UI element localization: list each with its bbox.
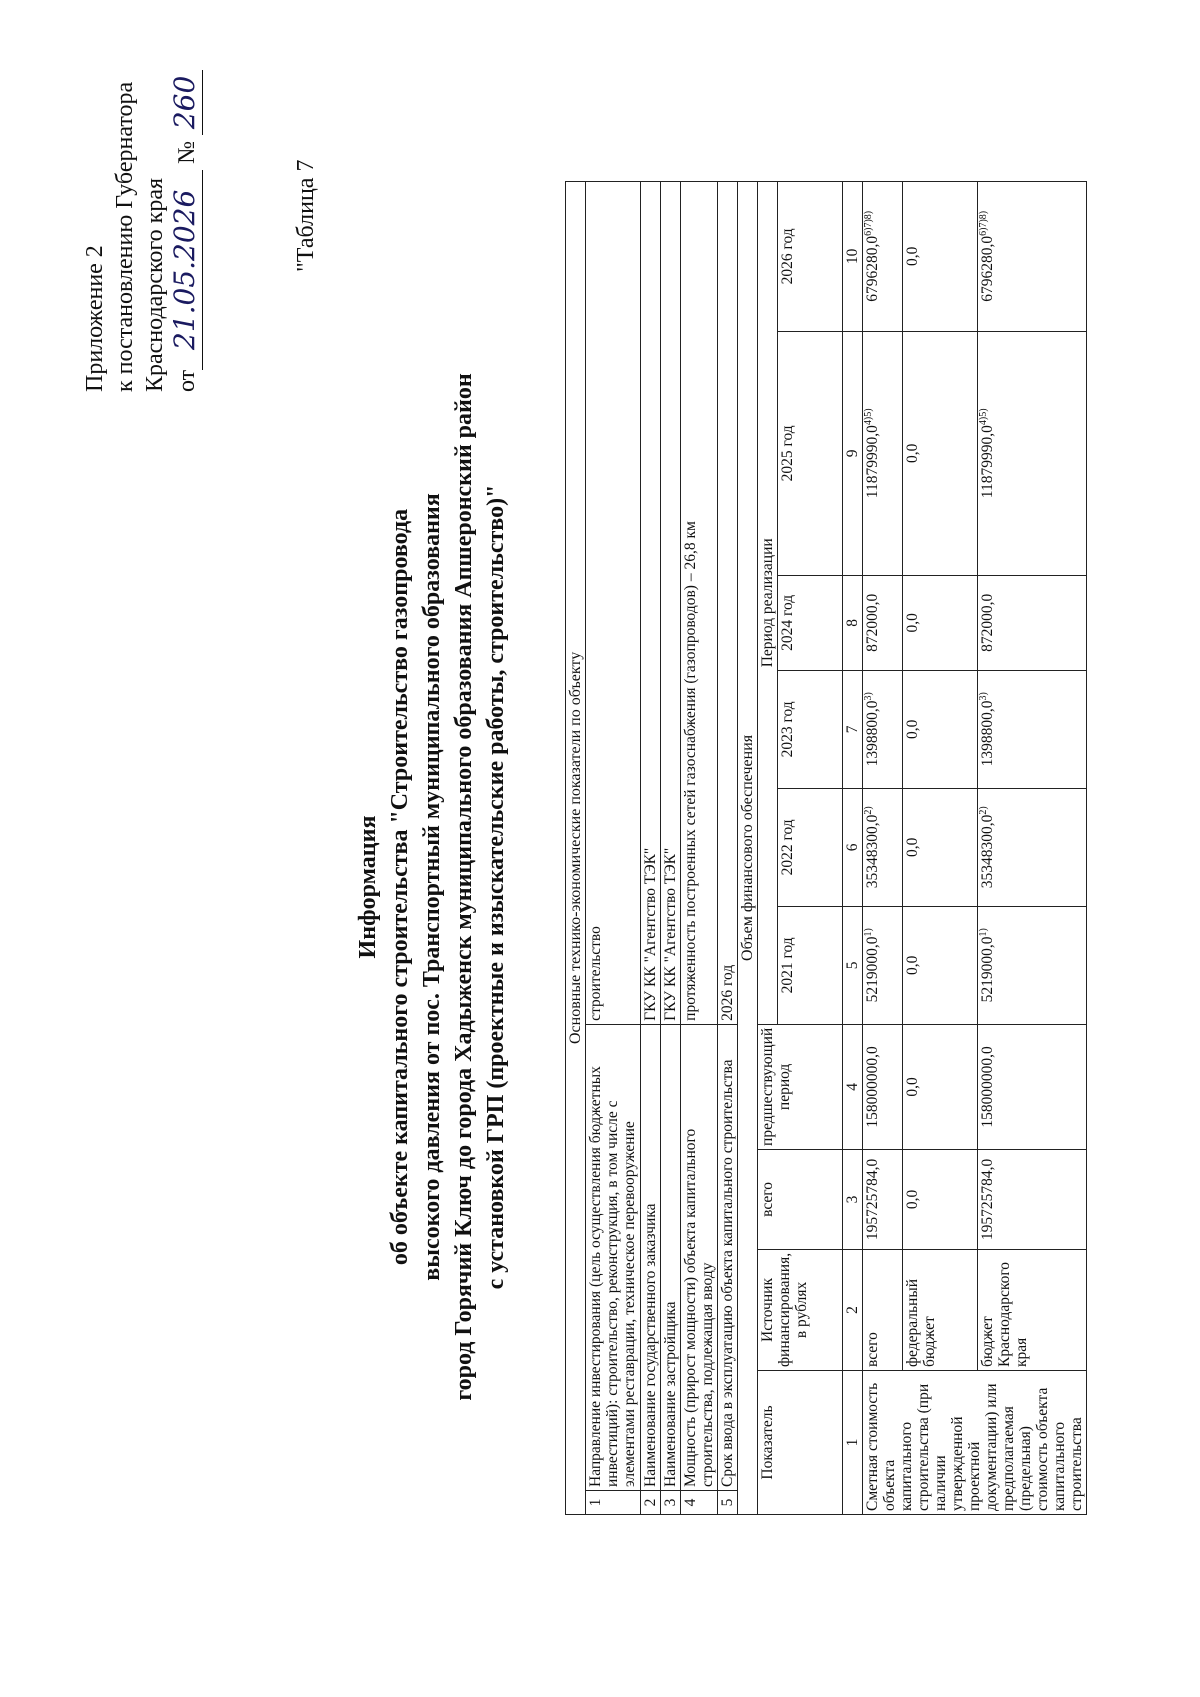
title-line: высокого давления от пос. Транспортный муниципального образования (419, 493, 445, 1281)
year-header: 2023 год (778, 670, 843, 788)
tech-row-number: 3 (661, 1491, 681, 1515)
number-prefix: № (174, 140, 200, 164)
year-value-cell: 0,0 (903, 788, 978, 906)
col-previous-header: предшествующий период (758, 1024, 843, 1149)
tech-row-value: протяженность построенных сетей газоснабжения (газопроводов) – 26,8 км (681, 181, 718, 1024)
finance-row (978, 181, 1087, 1514)
document-title (352, 257, 512, 1517)
year-header: 2025 год (778, 331, 843, 575)
year-value-cell: 5219000,0$^{1)}$ (978, 906, 1087, 1024)
year-value-cell: 0,0 (903, 906, 978, 1024)
tech-row-number: 2 (641, 1491, 661, 1515)
table-label: "Таблица 7 (293, 159, 319, 272)
source-cell: бюджет Краснодарского края (978, 1249, 1087, 1370)
year-value-cell: 1398800,0$^{3)}$ (863, 670, 903, 788)
date-prefix: от (174, 369, 200, 392)
column-number: 2 (843, 1249, 863, 1370)
total-cell: 195725784,0 (978, 1149, 1087, 1249)
year-value-cell: 872000,0 (978, 575, 1087, 670)
total-cell: 0,0 (903, 1149, 978, 1249)
year-value-cell: 0,0 (903, 670, 978, 788)
tech-row-number: 1 (586, 1491, 641, 1515)
finance-row (863, 181, 903, 1514)
year-header: 2024 год (778, 575, 843, 670)
year-value-cell: 0,0 (903, 181, 978, 331)
object-info-table (565, 181, 1087, 1515)
appendix-line: Приложение 2 (82, 245, 108, 392)
year-header: 2022 год (778, 788, 843, 906)
year-value-cell: 35348300,0$^{2)}$ (978, 788, 1087, 906)
tech-row (586, 181, 641, 1514)
year-value-cell: 0,0 (903, 575, 978, 670)
column-number: 8 (843, 575, 863, 670)
tech-row-value: 2026 год (718, 181, 738, 1024)
col-total-header: всего (758, 1149, 843, 1249)
source-cell: федеральный бюджет (903, 1249, 978, 1370)
appendix-line: к постановлению Губернатора (112, 81, 138, 392)
column-number: 5 (843, 906, 863, 1024)
column-number: 7 (843, 670, 863, 788)
year-value-cell: $11879990,0^{4)5)}$ (978, 331, 1087, 575)
total-cell: 195725784,0 (863, 1149, 903, 1249)
year-value-cell: 5219000,0$^{1)}$ (863, 906, 903, 1024)
tech-row-value: строительство (586, 181, 641, 1024)
column-number: 6 (843, 788, 863, 906)
tech-row-label: Наименование государственного заказчика (641, 1024, 661, 1490)
tech-row-number: 5 (718, 1491, 738, 1515)
finance-section-header: Объем финансового обеспечения (738, 181, 758, 1514)
title-line: об объекте капитального строительства "Строительство газопровода (387, 508, 413, 1266)
finance-row (903, 181, 978, 1514)
col-source-header: Источник финансирования, в рублях (758, 1249, 843, 1370)
tech-row-number: 4 (681, 1491, 718, 1515)
tech-row-label: Наименование застройщика (661, 1024, 681, 1490)
indicator-cell: Сметная стоимость объекта капитального строительства (при наличии утвержденной проектной документации) или предполагаемая (предельная) стоимость объекта капитального строительства (863, 1371, 1087, 1515)
column-number: 10 (843, 181, 863, 331)
tech-row (681, 181, 718, 1514)
previous-cell: 158000000,0 (978, 1024, 1087, 1149)
source-cell: всего (863, 1249, 903, 1370)
handwritten-number: 260 (168, 75, 201, 130)
handwritten-date: 21.05.2026 (168, 189, 201, 350)
title-line: Информация (355, 815, 381, 959)
column-number: 1 (843, 1371, 863, 1515)
tech-row (718, 181, 738, 1514)
year-value-cell: $11879990,0^{4)5)}$ (863, 331, 903, 575)
appendix-line: Краснодарского края (142, 177, 168, 392)
tech-row-label: Срок ввода в эксплуатацию объекта капитального строительства (718, 1024, 738, 1490)
column-number: 9 (843, 331, 863, 575)
appendix-date-line (170, 70, 203, 392)
column-number: 3 (843, 1149, 863, 1249)
year-value-cell: 0,0 (903, 331, 978, 575)
tech-row-value: ГКУ КК "Агентство ТЭК" (661, 181, 681, 1024)
year-value-cell: 872000,0 (863, 575, 903, 670)
year-value-cell: 1398800,0$^{3)}$ (978, 670, 1087, 788)
tech-row-label: Мощность (прирост мощности) объекта капитального строительства, подлежащая вводу (681, 1024, 718, 1490)
previous-cell: 0,0 (903, 1024, 978, 1149)
appendix-block (80, 70, 203, 392)
year-value-cell: $6796280,0^{6)7)8)}$ (978, 181, 1087, 331)
tech-row-value: ГКУ КК "Агентство ТЭК" (641, 181, 661, 1024)
previous-cell: 158000000,0 (863, 1024, 903, 1149)
column-number: 4 (843, 1024, 863, 1149)
tech-row (661, 181, 681, 1514)
year-header: 2021 год (778, 906, 843, 1024)
title-line: город Горячий Ключ до города Хадыженск муниципального образования Апшеронский район (451, 373, 477, 1401)
title-line: с установкой ГРП (проектные и изыскательские работы, строительство)" (483, 484, 509, 1290)
year-value-cell: 35348300,0$^{2)}$ (863, 788, 903, 906)
tech-row-label: Направление инвестирования (цель осуществления бюджетных инвестиций): строительство, реконструкция, в том числе с элементами реставрации, техническое перевооружение (586, 1024, 641, 1490)
column-number-row (843, 181, 863, 1514)
tech-row (641, 181, 661, 1514)
col-period-header: Период реализации (758, 181, 778, 1024)
year-header: 2026 год (778, 181, 843, 331)
year-value-cell: $6796280,0^{6)7)8)}$ (863, 181, 903, 331)
tech-section-header: Основные технико-экономические показатели по объекту (566, 181, 586, 1514)
col-indicator-header: Показатель (758, 1371, 843, 1515)
